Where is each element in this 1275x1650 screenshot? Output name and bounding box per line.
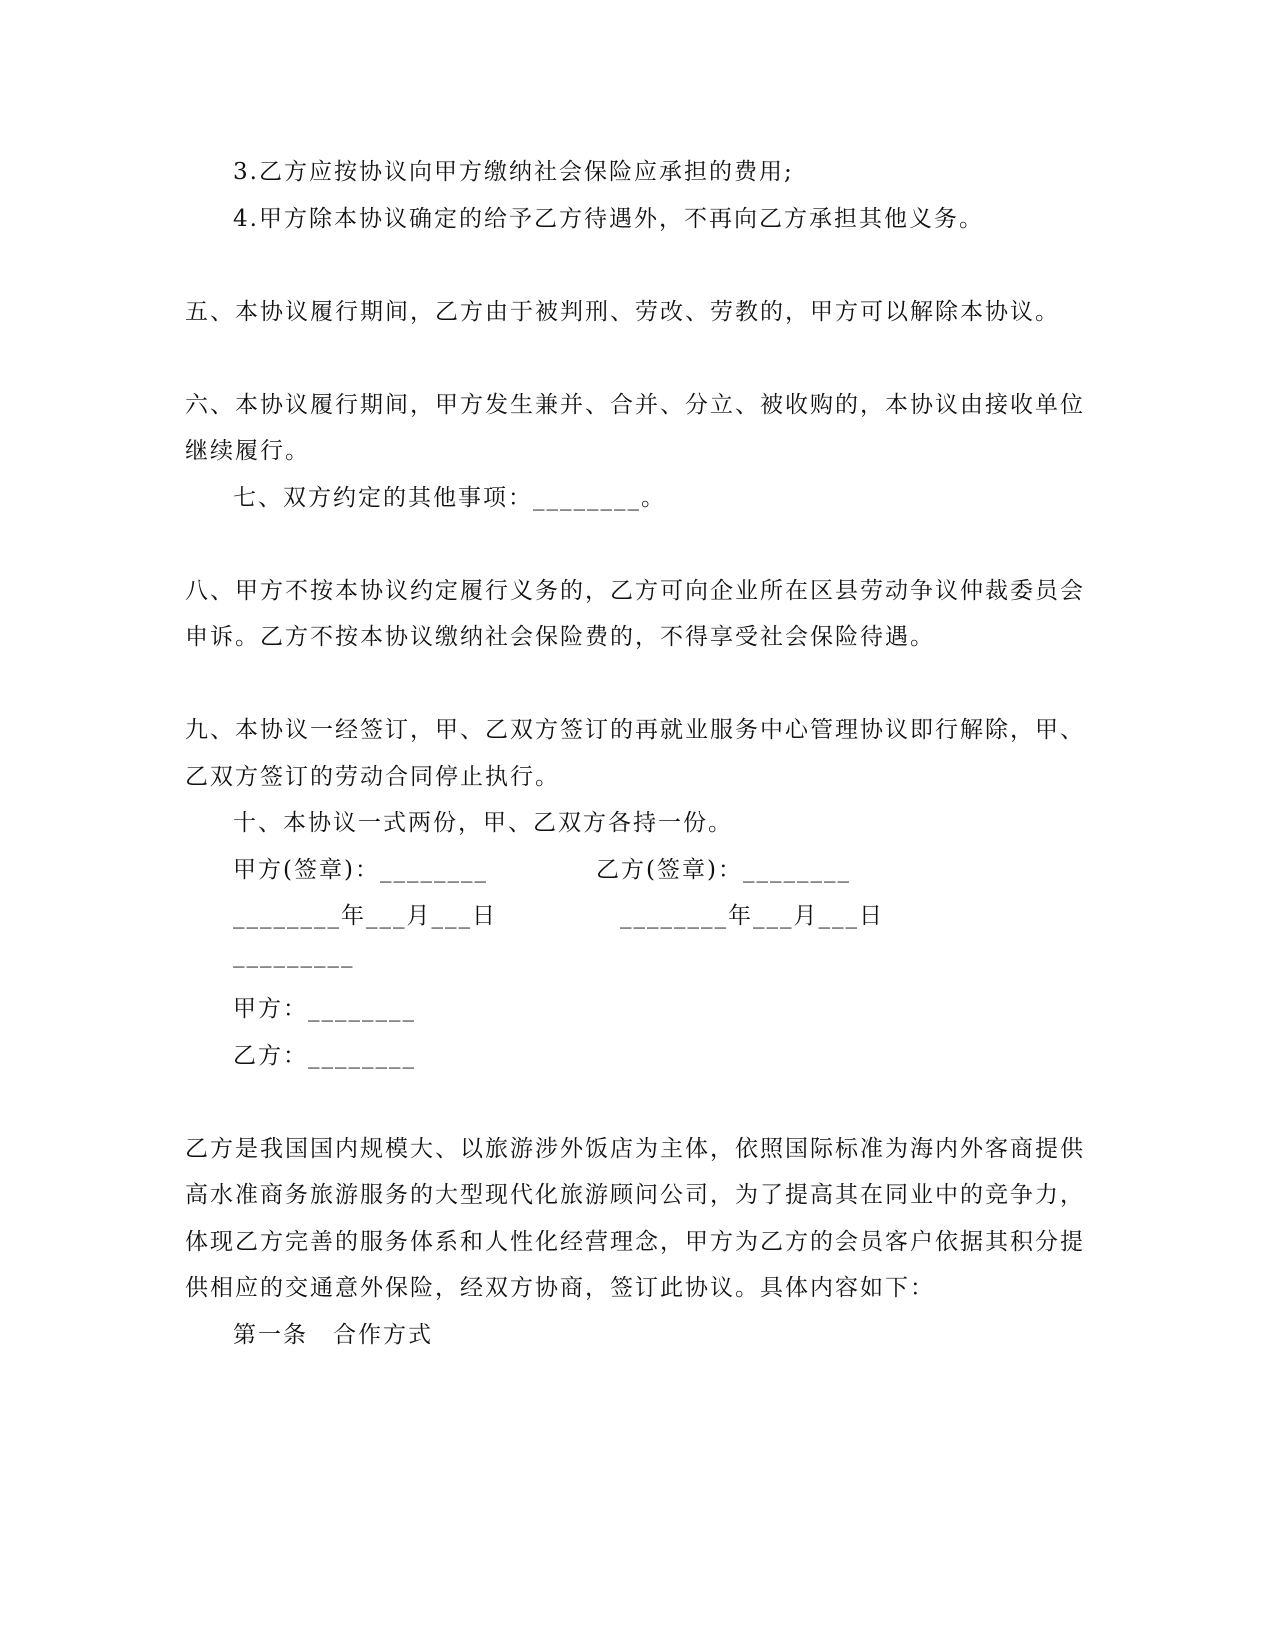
clause-8-line-1: 八、甲方不按本协议约定履行义务的，乙方可向企业所在区县劳动争议仲裁委员会 — [185, 578, 1085, 604]
intro-line-2: 高水准商务旅游服务的大型现代化旅游顾问公司，为了提高其在同业中的竞争力， — [185, 1182, 1085, 1208]
clause-9-line-2: 乙双方签订的劳动合同停止执行。 — [185, 764, 560, 790]
separator-line: _________ — [233, 942, 355, 968]
clause-6-line-2: 继续履行。 — [185, 438, 310, 464]
clause-4-item-4: 4.甲方除本协议确定的给予乙方待遇外，不再向乙方承担其他义务。 — [233, 206, 984, 232]
clause-5: 五、本协议履行期间，乙方由于被判刑、劳改、劳教的，甲方可以解除本协议。 — [185, 299, 1060, 325]
clause-8-line-2: 申诉。乙方不按本协议缴纳社会保险费的，不得享受社会保险待遇。 — [185, 624, 935, 650]
article-1-heading: 第一条 合作方式 — [233, 1322, 433, 1348]
intro-line-3: 体现乙方完善的服务体系和人性化经营理念，甲方为乙方的会员客户依据其积分提 — [185, 1229, 1085, 1255]
clause-4-item-3: 3.乙方应按协议向甲方缴纳社会保险应承担的费用; — [233, 159, 794, 185]
clause-9-line-1: 九、本协议一经签订，甲、乙双方签订的再就业服务中心管理协议即行解除，甲、 — [185, 717, 1085, 743]
party-a-date: ________年___月___日 — [233, 903, 497, 929]
clause-7: 七、双方约定的其他事项：________。 — [233, 485, 666, 511]
party-a-field: 甲方：________ — [233, 996, 416, 1022]
intro-line-4: 供相应的交通意外保险，经双方协商，签订此协议。具体内容如下： — [185, 1275, 935, 1301]
party-b-date: ________年___月___日 — [620, 903, 884, 929]
party-b-signature: 乙方(签章)：________ — [596, 857, 851, 883]
clause-6-line-1: 六、本协议履行期间，甲方发生兼并、合并、分立、被收购的，本协议由接收单位 — [185, 392, 1085, 418]
party-a-signature: 甲方(签章)：________ — [233, 857, 488, 883]
party-b-field: 乙方：________ — [233, 1043, 416, 1069]
clause-10: 十、本协议一式两份，甲、乙双方各持一份。 — [233, 810, 733, 836]
intro-line-1: 乙方是我国国内规模大、以旅游涉外饭店为主体，依照国际标准为海内外客商提供 — [185, 1136, 1085, 1162]
